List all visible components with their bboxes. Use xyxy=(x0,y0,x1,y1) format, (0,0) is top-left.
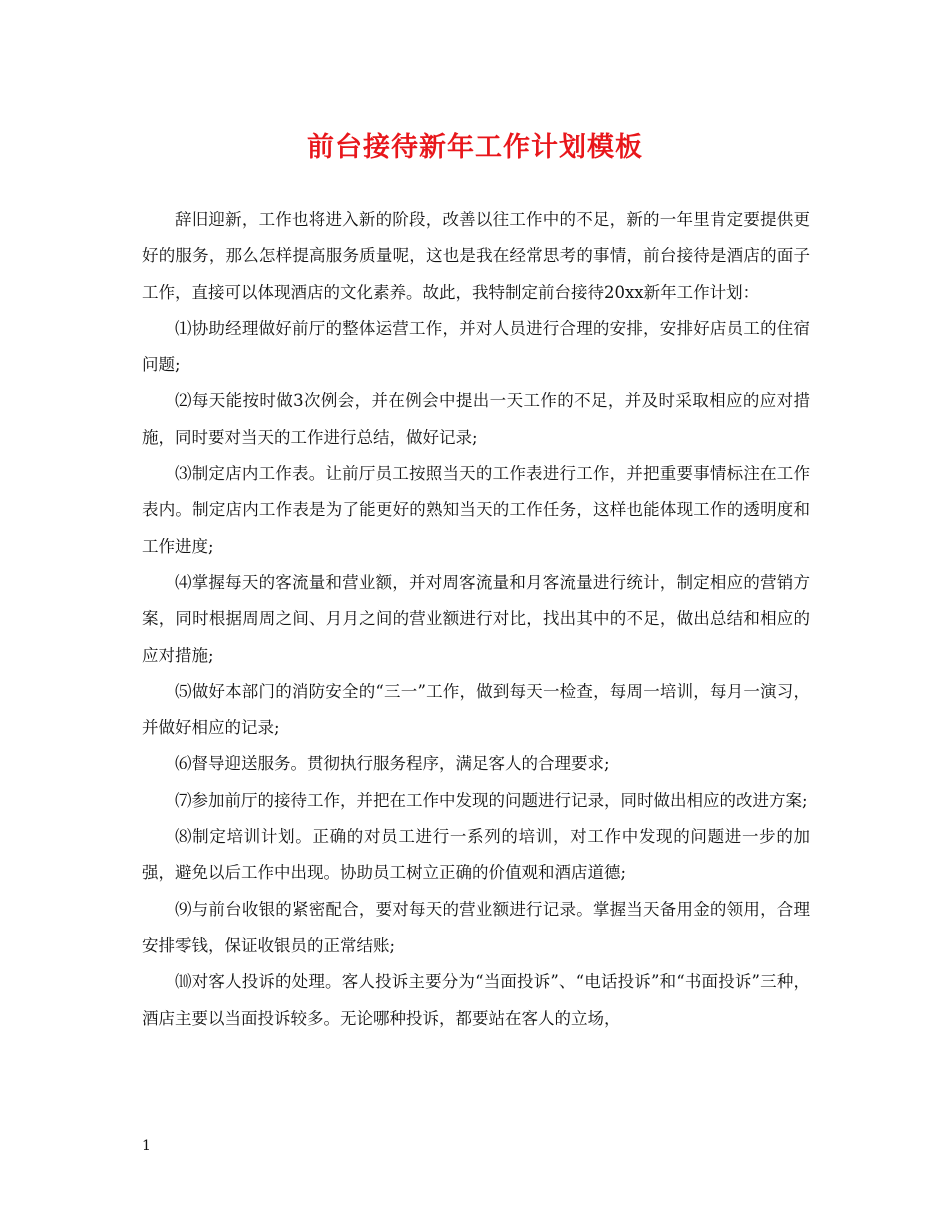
paragraph-item-1: ⑴协助经理做好前厅的整体运营工作，并对人员进行合理的安排，安排好店员工的住宿问题; xyxy=(142,318,810,375)
paragraph-item-4: ⑷掌握每天的客流量和营业额，并对周客流量和月客流量进行统计，制定相应的营销方案，同时根据周周之间、月月之间的营业额进行对比，找出其中的不足，做出总结和相应的应对措施; xyxy=(142,572,810,665)
document-title: 前台接待新年工作计划模板 xyxy=(307,132,643,163)
paragraph-item-5: ⑸做好本部门的消防安全的“三一”工作，做到每天一检查，每周一培训，每月一演习，并做好相应的记录; xyxy=(142,681,810,738)
paragraph-item-2: ⑵每天能按时做3次例会，并在例会中提出一天工作的不足，并及时采取相应的应对措施，同时要对当天的工作进行总结，做好记录; xyxy=(142,391,810,447)
paragraph-item-10: ⑽对客人投诉的处理。客人投诉主要分为“当面投诉”、“电话投诉”和“书面投诉”三种，酒店主要以当面投诉较多。无论哪种投诉，都要站在客人的立场， xyxy=(142,972,810,1028)
paragraph-item-8: ⑻制定培训计划。正确的对员工进行一系列的培训，对工作中发现的问题进一步的加强，避免以后工作中出现。协助员工树立正确的价值观和酒店道德; xyxy=(142,827,810,883)
paragraph-intro: 辞旧迎新，工作也将进入新的阶段，改善以往工作中的不足，新的一年里肯定要提供更好的服务，那么怎样提高服务质量呢，这也是我在经常思考的事情，前台接待是酒店的面子工作，直接可以体现酒店的文化素养。故此，我特制定前台接待20xx新年工作计划： xyxy=(142,210,810,302)
paragraph-item-7: ⑺参加前厅的接待工作，并把在工作中发现的问题进行记录，同时做出相应的改进方案; xyxy=(175,790,808,810)
paragraph-item-9: ⑼与前台收银的紧密配合，要对每天的营业额进行记录。掌握当天备用金的领用，合理安排零钱，保证收银员的正常结账; xyxy=(142,899,810,955)
document-body xyxy=(142,202,810,1037)
paragraph-item-3: ⑶制定店内工作表。让前厅员工按照当天的工作表进行工作，并把重要事情标注在工作表内。制定店内工作表是为了能更好的熟知当天的工作任务，这样也能体现工作的透明度和工作进度; xyxy=(142,464,810,556)
page-number: 1 xyxy=(142,1138,151,1154)
paragraph-item-6: ⑹督导迎送服务。贯彻执行服务程序，满足客人的合理要求; xyxy=(175,754,610,774)
